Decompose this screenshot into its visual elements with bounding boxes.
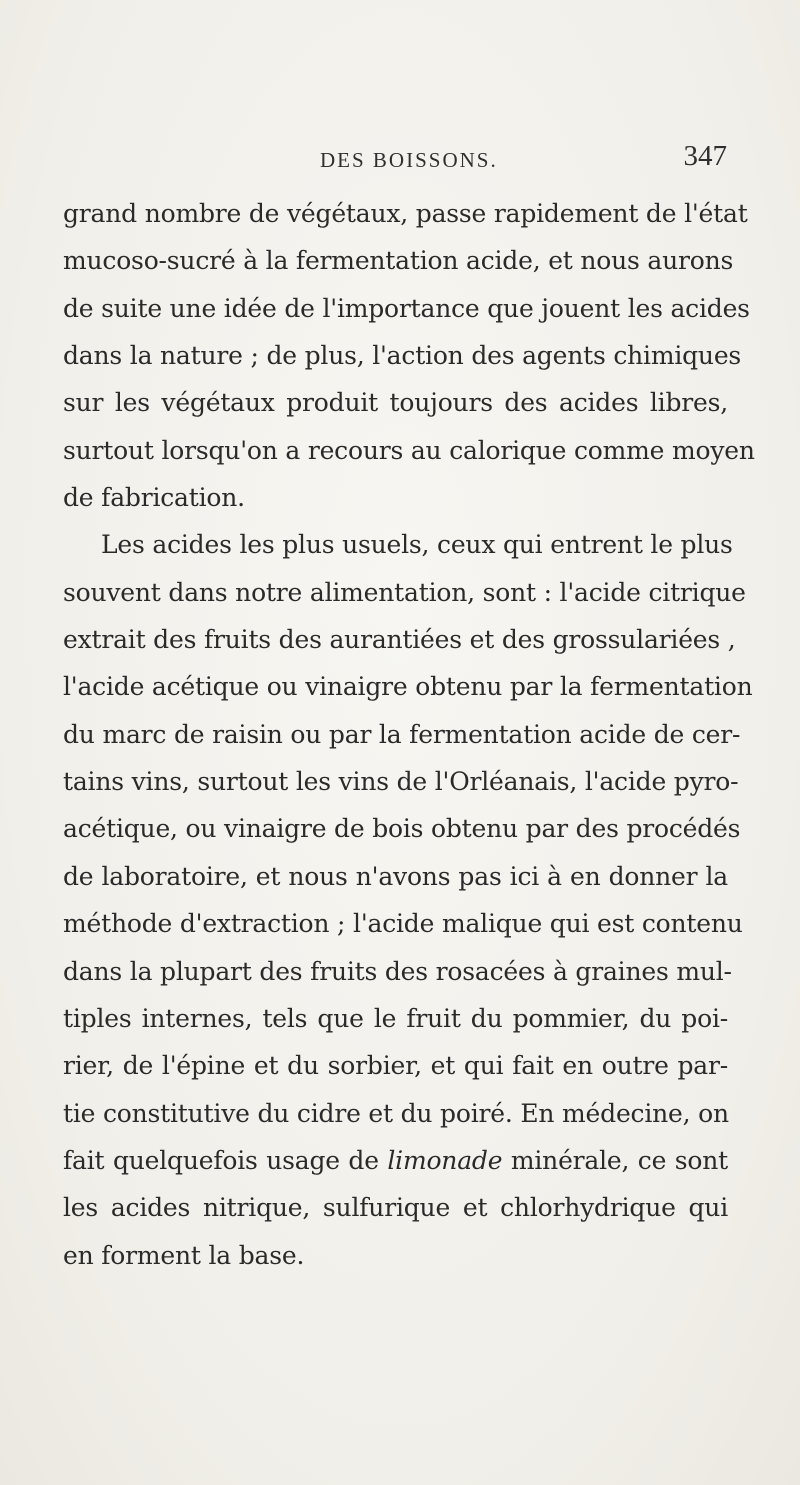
text-line: tie constitutive du cidre et du poiré. En médecine, on xyxy=(63,1098,729,1128)
text-line: tiples internes, tels que le fruit du pommier, du poi- xyxy=(63,1003,728,1033)
text-line: en forment la base. xyxy=(63,1240,305,1270)
text-line: dans la nature ; de plus, l'action des agents chimiques xyxy=(63,341,742,371)
text-line: méthode d'extraction ; l'acide malique qui est contenu xyxy=(63,909,743,939)
text-line: tains vins, surtout les vins de l'Orléanais, l'acide pyro- xyxy=(63,767,739,797)
text-line: surtout lorsqu'on a recours au calorique comme moyen xyxy=(63,435,755,465)
text-segment: minérale, ce sont xyxy=(502,1145,728,1175)
text-line: l'acide acétique ou vinaigre obtenu par la fermentation xyxy=(63,672,753,702)
text-line: de fabrication. xyxy=(63,483,245,513)
text-line: dans la plupart des fruits des rosacées à graines mul- xyxy=(63,956,732,986)
text-line xyxy=(63,1137,728,1184)
text-line: souvent dans notre alimentation, sont : l'acide citrique xyxy=(63,577,746,607)
italic-term: limonade xyxy=(387,1145,503,1175)
text-line: du marc de raisin ou par la fermentation acide de cer- xyxy=(63,719,741,749)
text-segment: fait quelquefois usage de xyxy=(63,1145,388,1175)
text-line: extrait des fruits des aurantiées et des grossulariées , xyxy=(63,625,736,655)
text-line: rier, de l'épine et du sorbier, et qui fait en outre par- xyxy=(63,1051,728,1081)
page-number: 347 xyxy=(683,140,727,172)
text-line: de laboratoire, et nous n'avons pas ici à en donner la xyxy=(63,861,728,891)
body-text xyxy=(63,190,755,1279)
text-line: sur les végétaux produit toujours des acides libres, xyxy=(63,388,728,418)
text-line: de suite une idée de l'importance que jouent les acides xyxy=(63,293,750,323)
text-line: grand nombre de végétaux, passe rapidement de l'état xyxy=(63,199,748,228)
text-line: acétique, ou vinaigre de bois obtenu par des procédés xyxy=(63,814,741,844)
running-title: DES BOISSONS. xyxy=(320,148,498,172)
text-line: les acides nitrique, sulfurique et chlorhydrique qui xyxy=(63,1193,728,1223)
text-line: mucoso-sucré à la fermentation acide, et nous aurons xyxy=(63,246,734,276)
text-line: Les acides les plus usuels, ceux qui entrent le plus xyxy=(101,530,733,560)
